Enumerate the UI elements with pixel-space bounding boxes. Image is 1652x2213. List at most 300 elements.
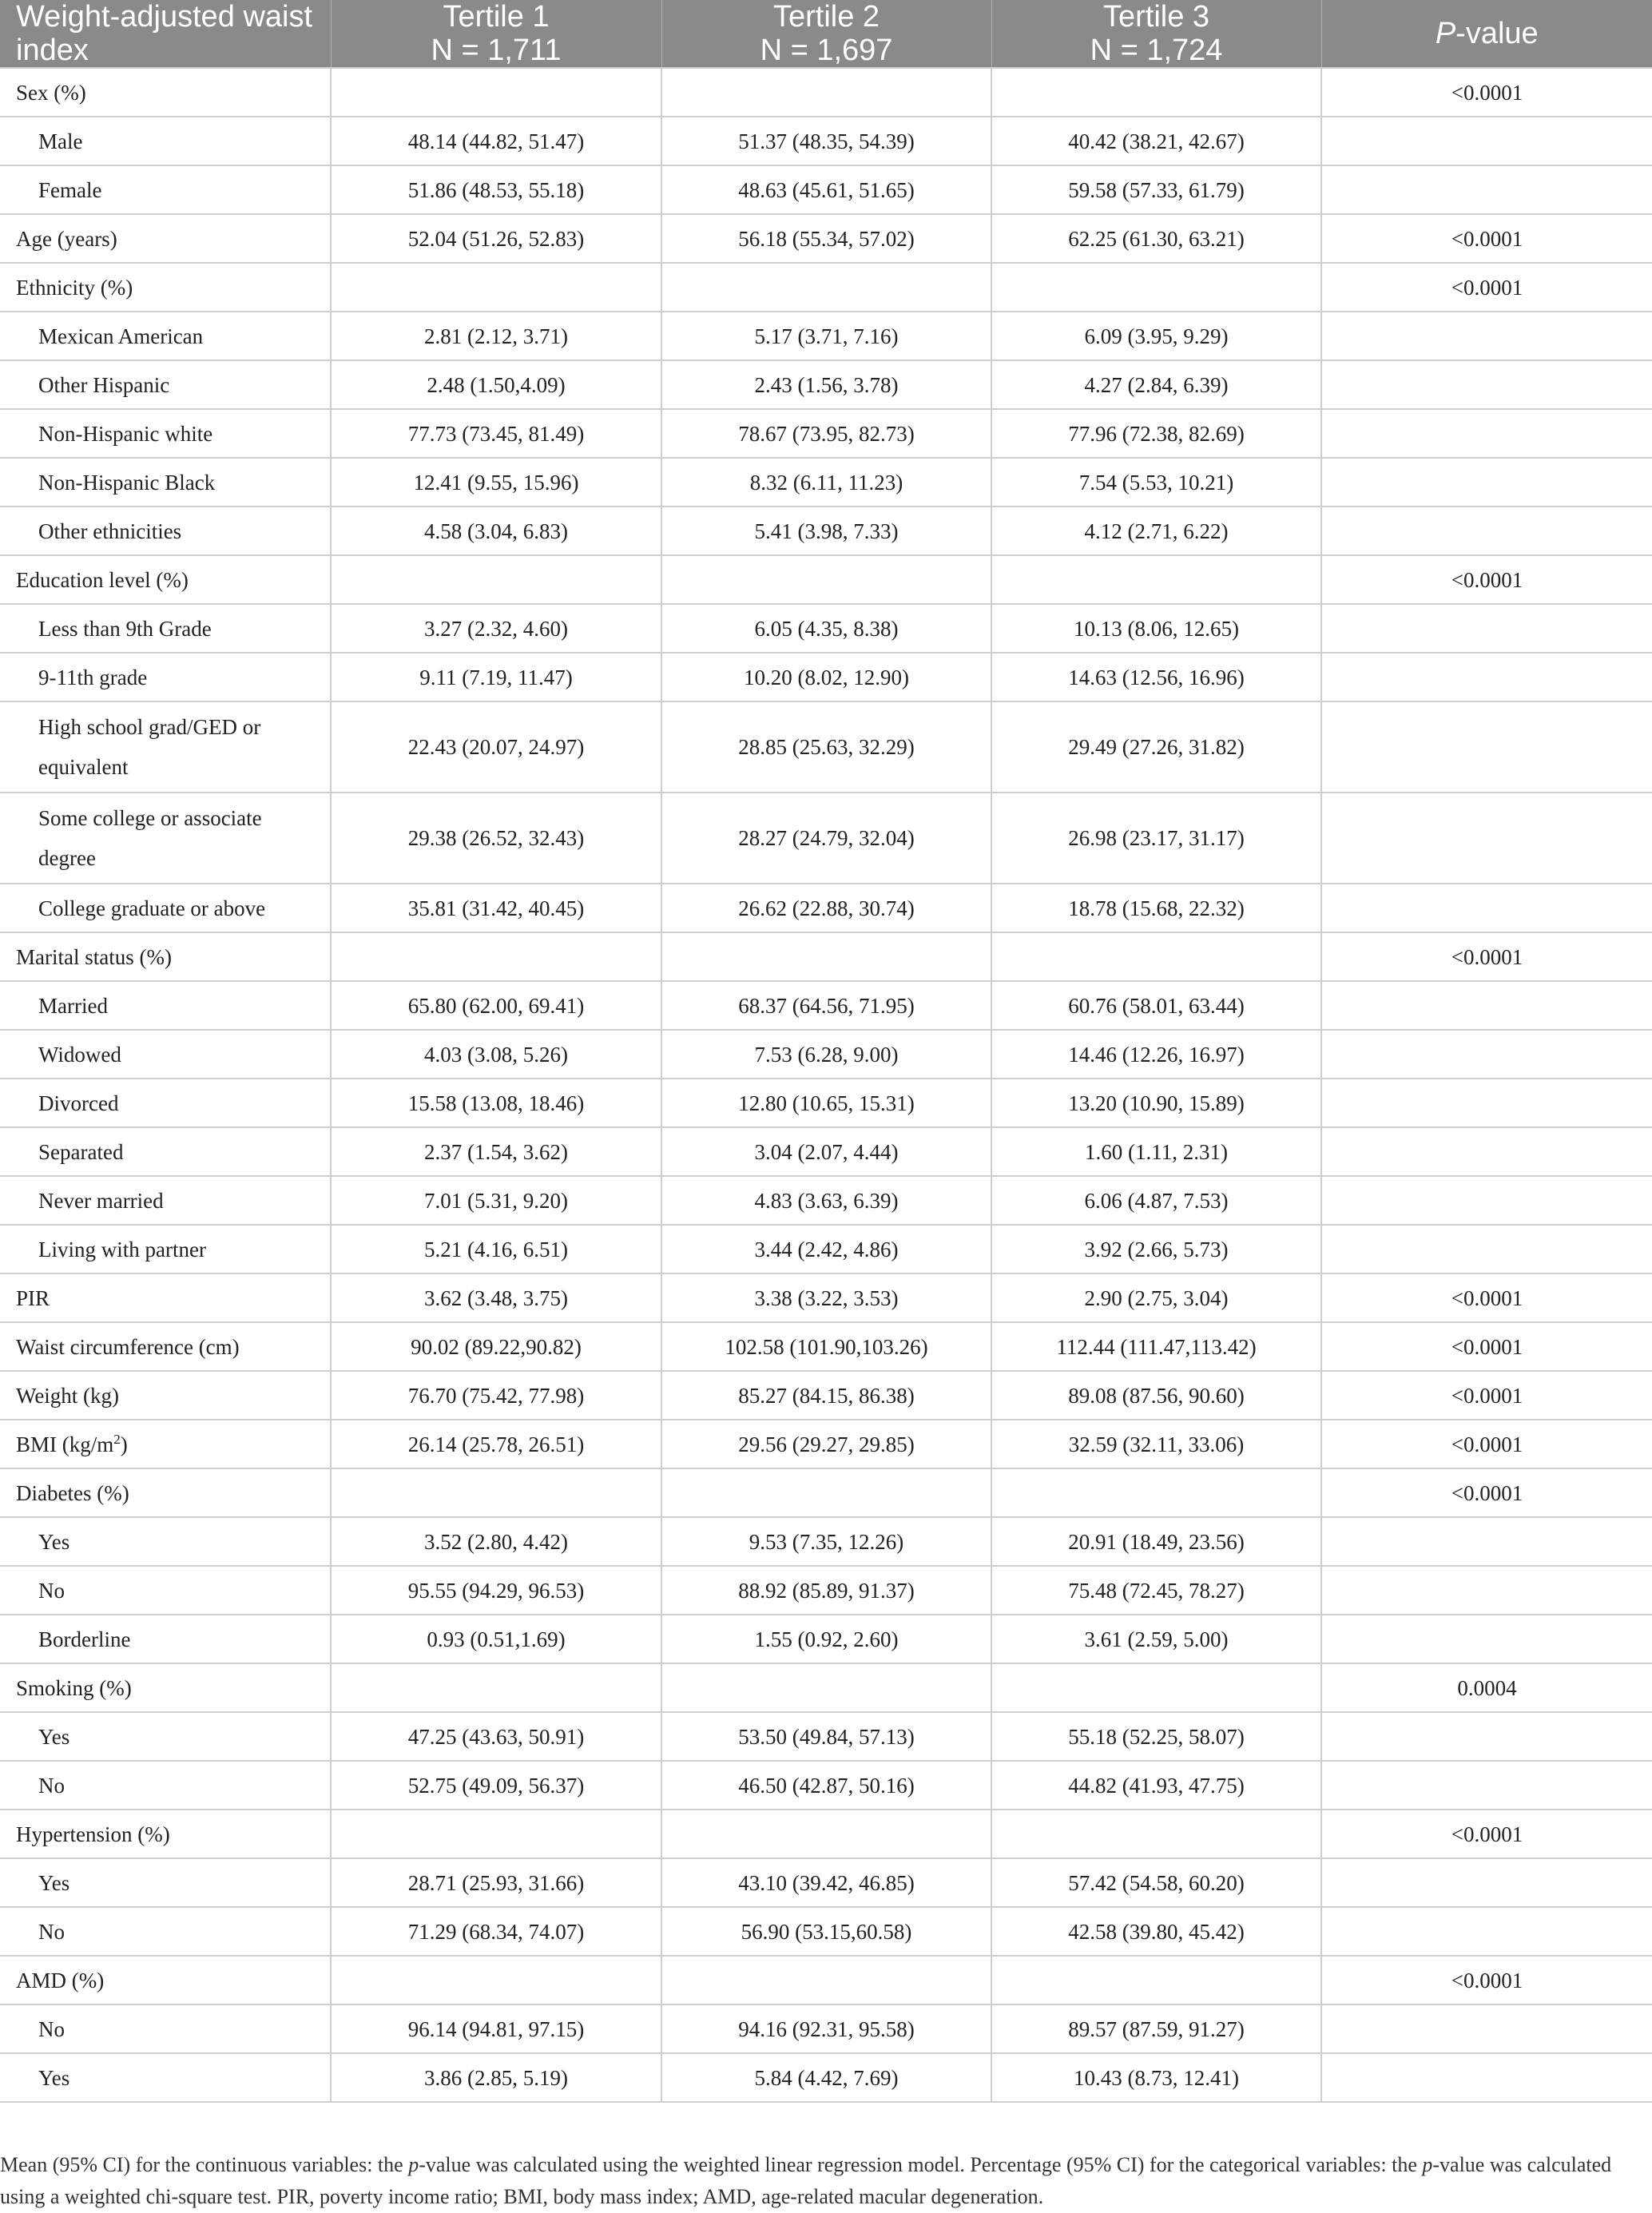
row-label-text: No (38, 2016, 65, 2041)
p-value (1321, 2004, 1652, 2053)
tertile-3-value: 60.76 (58.01, 63.44) (991, 981, 1321, 1030)
row-label-text: Widowed (38, 1042, 121, 1067)
row-label-text: Some college or associate degree (38, 806, 262, 870)
table-row (0, 263, 1652, 312)
tertile-2-value: 26.62 (22.88, 30.74) (661, 884, 991, 932)
tertile-3-value: 2.90 (2.75, 3.04) (991, 1273, 1321, 1322)
p-value (1321, 1907, 1652, 1956)
p-value (1321, 360, 1652, 409)
p-value: <0.0001 (1321, 1273, 1652, 1322)
tertile-3-value: 3.92 (2.66, 5.73) (991, 1225, 1321, 1273)
tertile-2-value: 5.84 (4.42, 7.69) (661, 2053, 991, 2102)
row-label (0, 2004, 331, 2053)
row-label (0, 2053, 331, 2102)
tertile-3-value (991, 263, 1321, 312)
tertile-1-value: 26.14 (25.78, 26.51) (331, 1420, 661, 1468)
tertile-3-value (991, 68, 1321, 117)
table-row (0, 1225, 1652, 1273)
tertile-3-value (991, 1468, 1321, 1517)
row-label-text: No (38, 1919, 65, 1944)
tertile-1-value: 2.37 (1.54, 3.62) (331, 1127, 661, 1176)
row-label (0, 1371, 331, 1420)
tertile-1-title: Tertile 1 (443, 0, 550, 34)
row-label (0, 1322, 331, 1371)
tertile-3-value: 75.48 (72.45, 78.27) (991, 1566, 1321, 1615)
p-value (1321, 1566, 1652, 1615)
footnote-part-1: Mean (95% CI) for the continuous variables: the (0, 2153, 409, 2176)
tertile-1-value: 15.58 (13.08, 18.46) (331, 1079, 661, 1127)
row-label-text: Married (38, 993, 108, 1018)
tertile-3-value: 6.09 (3.95, 9.29) (991, 312, 1321, 360)
table-row (0, 555, 1652, 604)
footnote-p-2: p (1422, 2153, 1433, 2176)
p-value (1321, 1858, 1652, 1907)
tertile-2-value: 43.10 (39.42, 46.85) (661, 1858, 991, 1907)
row-label-text: 9-11th grade (38, 665, 148, 689)
table-row (0, 1420, 1652, 1468)
tertile-3-value: 77.96 (72.38, 82.69) (991, 409, 1321, 458)
tertile-2-value (661, 263, 991, 312)
row-label-text: Sex (%) (16, 80, 86, 105)
p-value: <0.0001 (1321, 1956, 1652, 2004)
row-label (0, 981, 331, 1030)
tertile-3-title: Tertile 3 (1102, 0, 1210, 34)
table-row (0, 1956, 1652, 2004)
p-value (1321, 1615, 1652, 1663)
table-row (0, 1761, 1652, 1810)
p-value: <0.0001 (1321, 1810, 1652, 1858)
row-label-text: No (38, 1578, 65, 1603)
tertile-2-title: Tertile 2 (772, 0, 880, 34)
row-label (0, 1761, 331, 1810)
tertile-2-value: 48.63 (45.61, 51.65) (661, 165, 991, 214)
row-label-text: Yes (38, 1870, 70, 1895)
tertile-3-value (991, 1663, 1321, 1712)
tertile-1-value: 28.71 (25.93, 31.66) (331, 1858, 661, 1907)
row-label (0, 1907, 331, 1956)
tertile-3-value: 57.42 (54.58, 60.20) (991, 1858, 1321, 1907)
row-label (0, 1517, 331, 1566)
row-label (0, 1566, 331, 1615)
row-label (0, 263, 331, 312)
p-value (1321, 884, 1652, 932)
table-row (0, 981, 1652, 1030)
table-row (0, 884, 1652, 932)
table-row (0, 458, 1652, 507)
p-value (1321, 117, 1652, 165)
row-label-text: College graduate or above (38, 896, 266, 920)
table-row (0, 1615, 1652, 1663)
tertile-1-value (331, 68, 661, 117)
tertile-3-value: 62.25 (61.30, 63.21) (991, 214, 1321, 263)
p-value (1321, 1225, 1652, 1273)
row-label (0, 409, 331, 458)
row-label (0, 1127, 331, 1176)
tertile-3-value (991, 1810, 1321, 1858)
row-label-text: Never married (38, 1188, 164, 1213)
tertile-3-value (991, 932, 1321, 981)
row-label-text: Divorced (38, 1091, 119, 1115)
tertile-1-value: 51.86 (48.53, 55.18) (331, 165, 661, 214)
p-value: 0.0004 (1321, 1663, 1652, 1712)
table-row (0, 1517, 1652, 1566)
row-label-text: Age (years) (16, 226, 117, 251)
row-label (0, 1663, 331, 1712)
table-row (0, 507, 1652, 555)
tertile-3-value (991, 555, 1321, 604)
row-label (0, 1176, 331, 1225)
table-row (0, 2053, 1652, 2102)
footnote-part-3: -value was calculated using a weighted chi-square test. PIR, poverty income ratio; BMI, body mass index; AMD, age-related macular degeneration. (0, 2153, 1612, 2208)
row-label-text: BMI (kg/m (16, 1432, 114, 1456)
tertile-1-value (331, 1663, 661, 1712)
tertile-1-n: N = 1,711 (431, 34, 562, 67)
p-value (1321, 1517, 1652, 1566)
row-label-text: Yes (38, 1724, 70, 1749)
row-label-text: Smoking (%) (16, 1675, 132, 1700)
tertile-2-value: 85.27 (84.15, 86.38) (661, 1371, 991, 1420)
footnote-p-1: p (408, 2153, 419, 2176)
tertile-2-value: 53.50 (49.84, 57.13) (661, 1712, 991, 1761)
table-row (0, 1663, 1652, 1712)
tertile-2-value: 2.43 (1.56, 3.78) (661, 360, 991, 409)
p-value (1321, 1712, 1652, 1761)
tertile-1-value (331, 1468, 661, 1517)
header-row (0, 0, 1652, 68)
row-label-end: ) (120, 1432, 128, 1456)
p-value: <0.0001 (1321, 1371, 1652, 1420)
tertile-2-value (661, 1956, 991, 2004)
tertile-1-value (331, 1810, 661, 1858)
tertile-3-value: 1.60 (1.11, 2.31) (991, 1127, 1321, 1176)
tertile-2-value: 56.90 (53.15,60.58) (661, 1907, 991, 1956)
tertile-1-value: 29.38 (26.52, 32.43) (331, 793, 661, 884)
p-value (1321, 2053, 1652, 2102)
tertile-3-value: 29.49 (27.26, 31.82) (991, 701, 1321, 793)
tertile-1-value (331, 932, 661, 981)
row-label-text: Weight (kg) (16, 1383, 120, 1408)
tertile-1-value: 12.41 (9.55, 15.96) (331, 458, 661, 507)
row-label (0, 68, 331, 117)
p-value: <0.0001 (1321, 263, 1652, 312)
tertile-3-value: 14.63 (12.56, 16.96) (991, 653, 1321, 701)
row-label-text: Ethnicity (%) (16, 275, 133, 300)
tertile-2-value: 28.85 (25.63, 32.29) (661, 701, 991, 793)
row-label-text: Separated (38, 1139, 124, 1164)
tertile-3-value: 13.20 (10.90, 15.89) (991, 1079, 1321, 1127)
tertile-2-value: 46.50 (42.87, 50.16) (661, 1761, 991, 1810)
row-label-text: No (38, 1773, 65, 1798)
row-label-text: Waist circumference (cm) (16, 1334, 240, 1359)
p-value (1321, 604, 1652, 653)
table-row (0, 312, 1652, 360)
table-row (0, 1566, 1652, 1615)
p-value (1321, 1761, 1652, 1810)
tertile-2-value (661, 1468, 991, 1517)
tertile-1-value: 95.55 (94.29, 96.53) (331, 1566, 661, 1615)
row-label (0, 117, 331, 165)
tertile-1-value: 96.14 (94.81, 97.15) (331, 2004, 661, 2053)
tertile-3-value: 59.58 (57.33, 61.79) (991, 165, 1321, 214)
table-footnote (0, 2149, 1652, 2213)
row-label-text: Other ethnicities (38, 518, 182, 543)
tertile-2-value: 29.56 (29.27, 29.85) (661, 1420, 991, 1468)
table-row (0, 1273, 1652, 1322)
table-row (0, 117, 1652, 165)
row-label (0, 1225, 331, 1273)
row-label-text: Living with partner (38, 1237, 206, 1261)
row-label (0, 1420, 331, 1468)
tertile-2-value: 94.16 (92.31, 95.58) (661, 2004, 991, 2053)
table-row (0, 1322, 1652, 1371)
tertile-2-value: 8.32 (6.11, 11.23) (661, 458, 991, 507)
row-label (0, 555, 331, 604)
row-label-text: Non-Hispanic white (38, 421, 213, 446)
row-label-text: Marital status (%) (16, 944, 172, 969)
tertile-1-value: 3.86 (2.85, 5.19) (331, 2053, 661, 2102)
row-label (0, 458, 331, 507)
tertile-1-value: 52.04 (51.26, 52.83) (331, 214, 661, 263)
row-label-text: Borderline (38, 1627, 131, 1651)
row-label (0, 1858, 331, 1907)
row-label (0, 507, 331, 555)
row-label-text: Hypertension (%) (16, 1822, 170, 1846)
table-row (0, 1030, 1652, 1079)
tertile-3-value: 18.78 (15.68, 22.32) (991, 884, 1321, 932)
tertile-1-value: 90.02 (89.22,90.82) (331, 1322, 661, 1371)
tertile-2-value: 5.41 (3.98, 7.33) (661, 507, 991, 555)
tertile-3-value: 26.98 (23.17, 31.17) (991, 793, 1321, 884)
row-label-text: Male (38, 129, 83, 153)
table-row (0, 701, 1652, 793)
tertile-3-value: 7.54 (5.53, 10.21) (991, 458, 1321, 507)
tertile-1-value: 3.62 (3.48, 3.75) (331, 1273, 661, 1322)
tertile-3-value (991, 1956, 1321, 2004)
tertile-2-value: 4.83 (3.63, 6.39) (661, 1176, 991, 1225)
tertile-2-value: 7.53 (6.28, 9.00) (661, 1030, 991, 1079)
row-label (0, 165, 331, 214)
row-label-text: Non-Hispanic Black (38, 470, 216, 495)
tertile-2-value: 12.80 (10.65, 15.31) (661, 1079, 991, 1127)
row-label (0, 1712, 331, 1761)
tertile-3-value: 44.82 (41.93, 47.75) (991, 1761, 1321, 1810)
row-label (0, 360, 331, 409)
table-row (0, 1127, 1652, 1176)
p-value: <0.0001 (1321, 1420, 1652, 1468)
table-body (0, 68, 1652, 2102)
header-p-value (1321, 0, 1652, 68)
row-label (0, 1030, 331, 1079)
tertile-3-value: 55.18 (52.25, 58.07) (991, 1712, 1321, 1761)
row-label-text: Less than 9th Grade (38, 616, 212, 641)
tertile-2-value (661, 1663, 991, 1712)
row-label-superscript: 2 (113, 1431, 121, 1447)
tertile-3-value: 89.57 (87.59, 91.27) (991, 2004, 1321, 2053)
tertile-3-value: 89.08 (87.56, 90.60) (991, 1371, 1321, 1420)
row-label-text: Other Hispanic (38, 372, 170, 397)
row-label-text: Diabetes (%) (16, 1480, 129, 1505)
row-label-text: Education level (%) (16, 567, 189, 592)
table-row (0, 1079, 1652, 1127)
p-italic: P (1435, 17, 1456, 50)
p-value: <0.0001 (1321, 68, 1652, 117)
tertile-1-value: 35.81 (31.42, 40.45) (331, 884, 661, 932)
p-value (1321, 701, 1652, 793)
row-label (0, 1615, 331, 1663)
tertile-2-value: 28.27 (24.79, 32.04) (661, 793, 991, 884)
tertile-2-value: 56.18 (55.34, 57.02) (661, 214, 991, 263)
p-rest: -value (1455, 17, 1539, 50)
tertile-1-value (331, 1956, 661, 2004)
row-label-text: Yes (38, 1529, 70, 1554)
row-label-text: Female (38, 177, 102, 202)
row-label (0, 214, 331, 263)
tertile-1-value: 47.25 (43.63, 50.91) (331, 1712, 661, 1761)
tertile-2-value: 51.37 (48.35, 54.39) (661, 117, 991, 165)
tertile-1-value: 2.48 (1.50,4.09) (331, 360, 661, 409)
row-label (0, 701, 331, 793)
p-value (1321, 1079, 1652, 1127)
tertile-2-value: 3.04 (2.07, 4.44) (661, 1127, 991, 1176)
tertile-1-value: 4.58 (3.04, 6.83) (331, 507, 661, 555)
tertile-3-value: 4.27 (2.84, 6.39) (991, 360, 1321, 409)
tertile-1-value: 0.93 (0.51,1.69) (331, 1615, 661, 1663)
tertile-2-value: 3.44 (2.42, 4.86) (661, 1225, 991, 1273)
table-row (0, 1712, 1652, 1761)
tertile-1-value (331, 263, 661, 312)
row-label (0, 312, 331, 360)
p-value (1321, 165, 1652, 214)
tertile-2-value: 9.53 (7.35, 12.26) (661, 1517, 991, 1566)
tertile-3-value: 14.46 (12.26, 16.97) (991, 1030, 1321, 1079)
tertile-2-value (661, 1810, 991, 1858)
row-label-text: High school grad/GED or equivalent (38, 715, 261, 779)
table-row (0, 1371, 1652, 1420)
row-label-text: AMD (%) (16, 1968, 105, 1992)
p-value (1321, 793, 1652, 884)
tertile-1-value: 48.14 (44.82, 51.47) (331, 117, 661, 165)
tertile-1-value (331, 555, 661, 604)
tertile-3-value: 40.42 (38.21, 42.67) (991, 117, 1321, 165)
tertile-1-value: 5.21 (4.16, 6.51) (331, 1225, 661, 1273)
tertile-1-value: 52.75 (49.09, 56.37) (331, 1761, 661, 1810)
tertile-3-value: 6.06 (4.87, 7.53) (991, 1176, 1321, 1225)
table-row (0, 1810, 1652, 1858)
p-value: <0.0001 (1321, 555, 1652, 604)
p-value (1321, 312, 1652, 360)
p-value (1321, 507, 1652, 555)
tertile-3-value: 42.58 (39.80, 45.42) (991, 1907, 1321, 1956)
tertile-1-value: 2.81 (2.12, 3.71) (331, 312, 661, 360)
table-row (0, 653, 1652, 701)
table-row (0, 932, 1652, 981)
tertile-2-value: 3.38 (3.22, 3.53) (661, 1273, 991, 1322)
table-row (0, 360, 1652, 409)
tertile-2-value: 1.55 (0.92, 2.60) (661, 1615, 991, 1663)
table-row (0, 793, 1652, 884)
tertile-2-value: 68.37 (64.56, 71.95) (661, 981, 991, 1030)
table-row (0, 68, 1652, 117)
p-value: <0.0001 (1321, 932, 1652, 981)
tertile-1-value: 22.43 (20.07, 24.97) (331, 701, 661, 793)
tertile-3-value: 3.61 (2.59, 5.00) (991, 1615, 1321, 1663)
tertile-3-value: 20.91 (18.49, 23.56) (991, 1517, 1321, 1566)
p-value (1321, 981, 1652, 1030)
tertile-3-value: 32.59 (32.11, 33.06) (991, 1420, 1321, 1468)
table-row (0, 409, 1652, 458)
row-label (0, 604, 331, 653)
row-label (0, 884, 331, 932)
tertile-2-value (661, 932, 991, 981)
row-label (0, 1079, 331, 1127)
p-value (1321, 409, 1652, 458)
tertile-1-value: 3.52 (2.80, 4.42) (331, 1517, 661, 1566)
tertile-1-value: 4.03 (3.08, 5.26) (331, 1030, 661, 1079)
tertile-1-value: 77.73 (73.45, 81.49) (331, 409, 661, 458)
tertile-2-value: 88.92 (85.89, 91.37) (661, 1566, 991, 1615)
table-row (0, 1176, 1652, 1225)
row-label (0, 1468, 331, 1517)
tertile-2-value: 78.67 (73.95, 82.73) (661, 409, 991, 458)
row-label-text: Mexican American (38, 324, 204, 348)
header-tertile-3 (991, 0, 1321, 68)
row-label (0, 1956, 331, 2004)
tertile-1-value: 3.27 (2.32, 4.60) (331, 604, 661, 653)
row-label (0, 1810, 331, 1858)
p-value (1321, 653, 1652, 701)
row-label (0, 932, 331, 981)
tertile-1-value: 76.70 (75.42, 77.98) (331, 1371, 661, 1420)
tertile-1-value: 71.29 (68.34, 74.07) (331, 1907, 661, 1956)
p-value: <0.0001 (1321, 214, 1652, 263)
tertile-1-value: 9.11 (7.19, 11.47) (331, 653, 661, 701)
table-row (0, 1858, 1652, 1907)
tertile-2-value: 102.58 (101.90,103.26) (661, 1322, 991, 1371)
tertile-3-value: 10.13 (8.06, 12.65) (991, 604, 1321, 653)
footnote-part-2: -value was calculated using the weighted linear regression model. Percentage (95% CI) for the categorical variables: the (419, 2153, 1423, 2176)
tertile-2-value: 6.05 (4.35, 8.38) (661, 604, 991, 653)
table-row (0, 604, 1652, 653)
tertile-2-value (661, 555, 991, 604)
p-value: <0.0001 (1321, 1322, 1652, 1371)
p-value: <0.0001 (1321, 1468, 1652, 1517)
row-label-text: PIR (16, 1285, 50, 1310)
row-label-text: Yes (38, 2065, 70, 2090)
tertile-2-value: 10.20 (8.02, 12.90) (661, 653, 991, 701)
table-row (0, 165, 1652, 214)
p-value (1321, 458, 1652, 507)
tertile-3-value: 10.43 (8.73, 12.41) (991, 2053, 1321, 2102)
header-variable: Weight-adjusted waist index (0, 0, 331, 68)
p-value (1321, 1127, 1652, 1176)
table-row (0, 1907, 1652, 1956)
header-tertile-1 (331, 0, 661, 68)
tertile-2-value: 5.17 (3.71, 7.16) (661, 312, 991, 360)
table-row (0, 214, 1652, 263)
row-label (0, 1273, 331, 1322)
p-value (1321, 1030, 1652, 1079)
row-label (0, 793, 331, 884)
header-tertile-2 (661, 0, 991, 68)
p-value (1321, 1176, 1652, 1225)
row-label (0, 653, 331, 701)
tertile-2-value (661, 68, 991, 117)
table-row (0, 1468, 1652, 1517)
tertile-1-value: 7.01 (5.31, 9.20) (331, 1176, 661, 1225)
tertile-1-value: 65.80 (62.00, 69.41) (331, 981, 661, 1030)
tertile-2-n: N = 1,697 (760, 34, 893, 67)
tertile-3-n: N = 1,724 (1090, 34, 1223, 67)
